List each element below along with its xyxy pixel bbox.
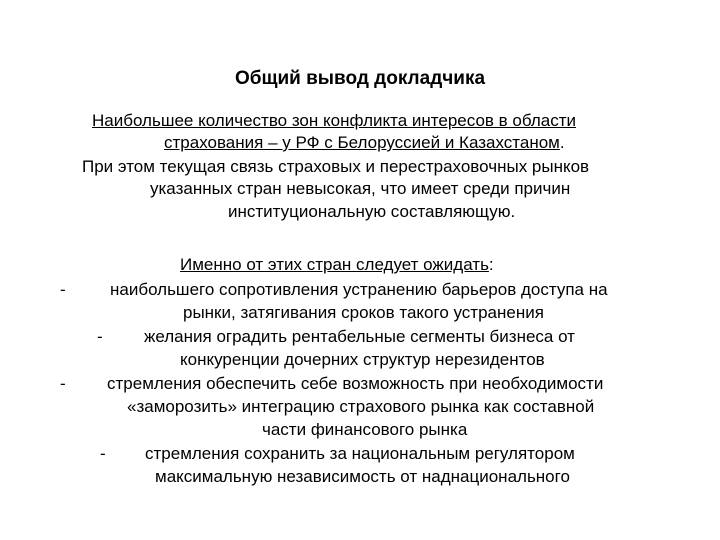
para1-line2-underlined: страхования – у РФ с Белоруссией и Казахстаном [164, 133, 560, 152]
para1-line2-end: . [559, 133, 565, 152]
item1-line2: рынки, затягивания сроков такого устранения [183, 303, 544, 322]
item2-line1: желания оградить рентабельные сегменты бизнеса от [144, 327, 575, 346]
item3-line3: части финансового рынка [262, 420, 468, 439]
item1-dash: - [60, 280, 66, 299]
intro-line [180, 254, 494, 276]
item4-line1: стремления сохранить за национальным регулятором [145, 444, 575, 463]
para1-line2 [164, 132, 565, 154]
para2-line3: институциональную составляющую. [228, 202, 516, 221]
item2-line2: конкуренции дочерних структур нерезидентов [180, 350, 545, 369]
item3-line1: стремления обеспечить себе возможность при необходимости [107, 374, 604, 393]
para2-line2: указанных стран невысокая, что имеет среди причин [150, 179, 571, 198]
item3-line2: «заморозить» интеграцию страхового рынка как составной [127, 397, 595, 416]
item3-dash: - [60, 374, 66, 393]
item4-dash: - [100, 444, 106, 463]
para1-line1: Наибольшее количество зон конфликта интересов в области [92, 111, 576, 130]
item4-line2: максимальную независимость от наднационального [155, 467, 570, 486]
intro-end: : [488, 255, 494, 274]
slide-title: Общий вывод докладчика [234, 68, 486, 89]
intro-underlined: Именно от этих стран следует ожидать [180, 255, 489, 274]
item2-dash: - [97, 327, 103, 346]
item1-line1: наибольшего сопротивления устранению барьеров доступа на [110, 280, 608, 299]
para2-line1: При этом текущая связь страховых и перестраховочных рынков [82, 157, 590, 176]
